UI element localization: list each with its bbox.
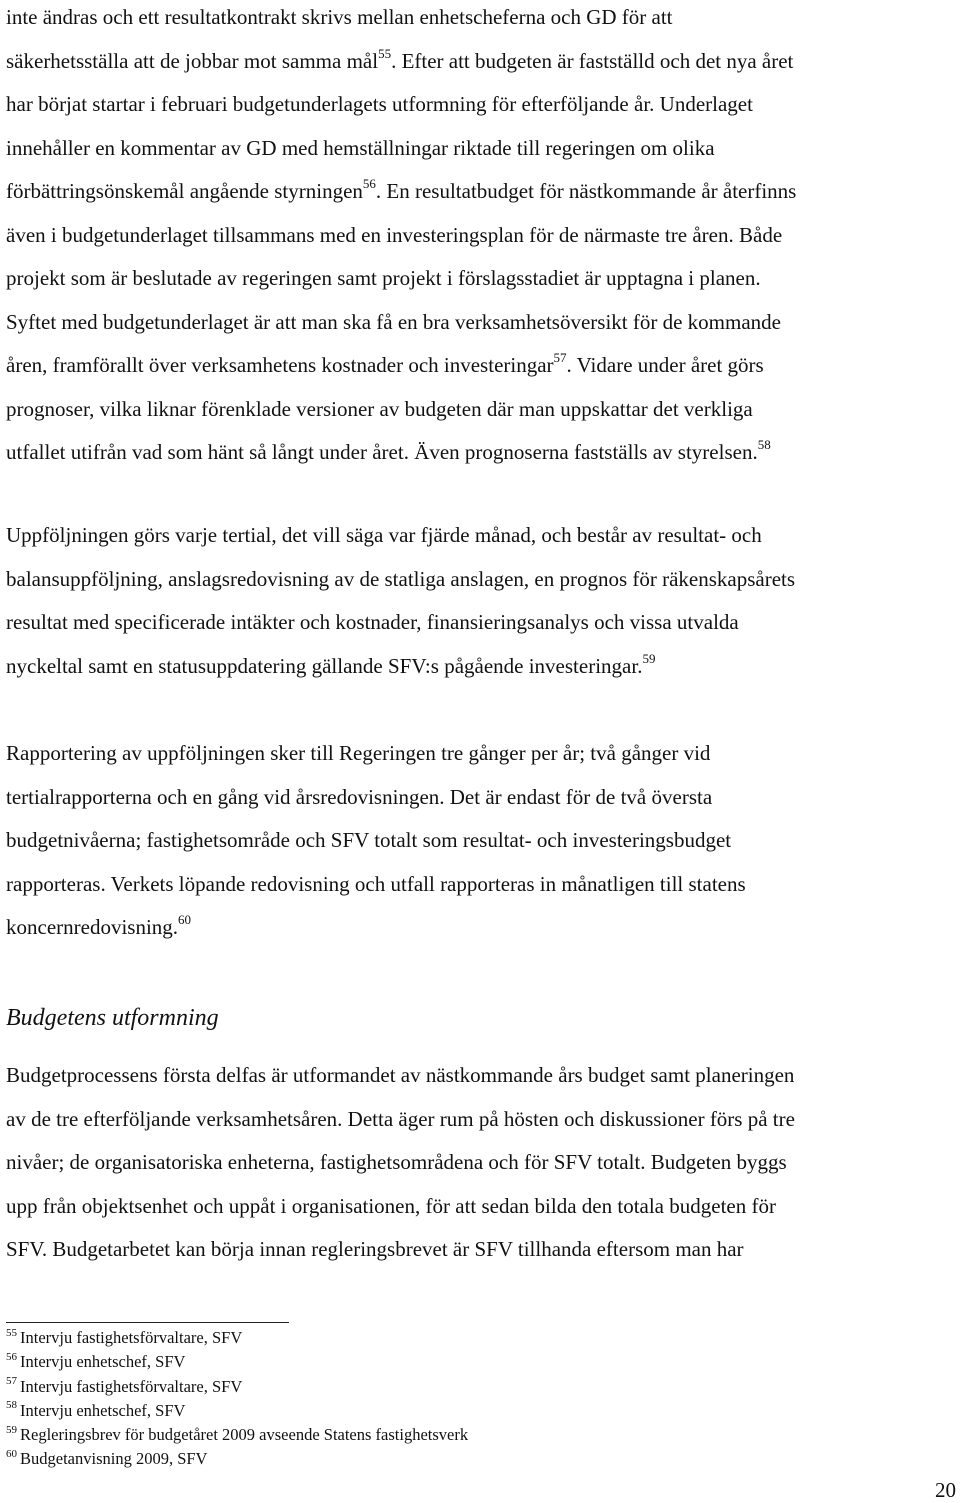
text-line: Uppföljningen görs varje tertial, det vill säga var fjärde månad, och består av resultat- och — [6, 523, 762, 547]
paragraph-reporting — [6, 732, 958, 950]
footnote-ref: 58 — [757, 437, 771, 452]
text-line: säkerhetsställa att de jobbar mot samma mål$^{55}$. Efter att budgeten är fastställd och det nya året — [6, 45, 794, 73]
text-line: Rapportering av uppföljningen sker till Regeringen tre gånger per år; två gånger vid — [6, 741, 711, 765]
text-line: upp från objektsenhet och uppåt i organisationen, för att sedan bilda den totala budgeten för — [6, 1193, 776, 1218]
text-line: tertialrapporterna och en gång vid årsredovisningen. Det är endast för de två översta — [6, 784, 713, 809]
footnote-item: $^{57}$ Intervju fastighetsförvaltare, SFV — [6, 1375, 243, 1396]
footnote-ref: 60 — [178, 912, 192, 927]
text-line: innehåller en kommentar av GD med hemställningar riktade till regeringen om olika — [6, 135, 715, 160]
text-line: rapporteras. Verkets löpande redovisning och utfall rapporteras in månatligen till statens — [6, 871, 746, 896]
footnote-item: $^{60}$ Budgetanvisning 2009, SFV — [6, 1447, 208, 1469]
footnote-item: $^{59}$ Regleringsbrev för budgetåret 2009 avseende Statens fastighetsverk — [6, 1423, 469, 1445]
section-heading: Budgetens utformning — [6, 1005, 219, 1031]
page-number: 20 — [935, 1478, 956, 1502]
footnote-ref: 56 — [362, 176, 376, 191]
text-line: av de tre efterföljande verksamhetsåren. Detta äger rum på hösten och diskussioner förs på tre — [6, 1106, 795, 1131]
text-line: har börjat startar i februari budgetunderlagets utformning för efterföljande år. Underlaget — [6, 92, 753, 116]
footnote-item: $^{58}$ Intervju enhetschef, SFV — [6, 1399, 186, 1420]
text-line: balansuppföljning, anslagsredovisning av de statliga anslagen, en prognos för räkenskapsårets — [6, 566, 796, 591]
footnote-item: $^{55}$ Intervju fastighetsförvaltare, SFV — [6, 1326, 243, 1347]
text-line: nivåer; de organisatoriska enheterna, fastighetsområdena och för SFV totalt. Budgeten byggs — [6, 1150, 787, 1174]
footnote-ref: 55 — [378, 45, 392, 61]
text-line: resultat med specificerade intäkter och kostnader, finansieringsanalys och vissa utvalda — [6, 610, 739, 634]
text-line: prognoser, vilka liknar förenklade versioner av budgeten där man uppskattar det verkliga — [6, 396, 753, 421]
text-line: SFV. Budgetarbetet kan börja innan regleringsbrevet är SFV tillhanda eftersom man har — [6, 1237, 744, 1261]
footnote-item: $^{56}$ Intervju enhetschef, SFV — [6, 1350, 186, 1372]
footnote-number: 59 — [6, 1423, 17, 1436]
footnote-ref: 57 — [553, 350, 567, 365]
text-line: förbättringsönskemål angående styrningen$^{56}$. En resultatbudget för nästkommande år återfinns — [6, 176, 797, 203]
footnote-number: 57 — [6, 1375, 17, 1388]
text-line: nyckeltal samt en statusuppdatering gällande SFV:s pågående investeringar.$^{59}$ — [6, 650, 656, 678]
footnote-number: 60 — [6, 1447, 17, 1460]
text-line: projekt som är beslutade av regeringen samt projekt i förslagsstadiet är upptagna i planen. — [6, 266, 761, 290]
text-line: Budgetprocessens första delfas är utformandet av nästkommande års budget samt planeringen — [6, 1063, 795, 1087]
text-line: även i budgetunderlaget tillsammans med en investeringsplan för de närmaste tre åren. Både — [6, 222, 783, 247]
footnotes — [6, 1326, 468, 1472]
footnote-divider — [6, 1322, 289, 1323]
paragraph-follow-up — [6, 514, 958, 688]
footnote-ref: 59 — [642, 650, 656, 666]
text-line: Syftet med budgetunderlaget är att man ska få en bra verksamhetsöversikt för de kommande — [6, 309, 781, 334]
text-line: åren, framförallt över verksamhetens kostnader och investeringar$^{57}$. Vidare under året görs — [6, 350, 764, 377]
footnote-number: 55 — [6, 1326, 17, 1339]
paragraph-budget-design — [6, 1054, 958, 1272]
text-line: utfallet utifrån vad som hänt så långt under året. Även prognoserna fastställs av styrelsen.$^{58}$ — [6, 437, 771, 464]
text-line: budgetnivåerna; fastighetsområde och SFV totalt som resultat- och investeringsbudget — [6, 828, 732, 852]
text-line: inte ändras och ett resultatkontrakt skrivs mellan enhetscheferna och GD för att — [6, 5, 673, 29]
footnote-number: 56 — [6, 1350, 17, 1363]
text-line: koncernredovisning.$^{60}$ — [6, 912, 192, 939]
footnote-number: 58 — [6, 1399, 17, 1412]
paragraph-budget-process — [6, 0, 958, 475]
